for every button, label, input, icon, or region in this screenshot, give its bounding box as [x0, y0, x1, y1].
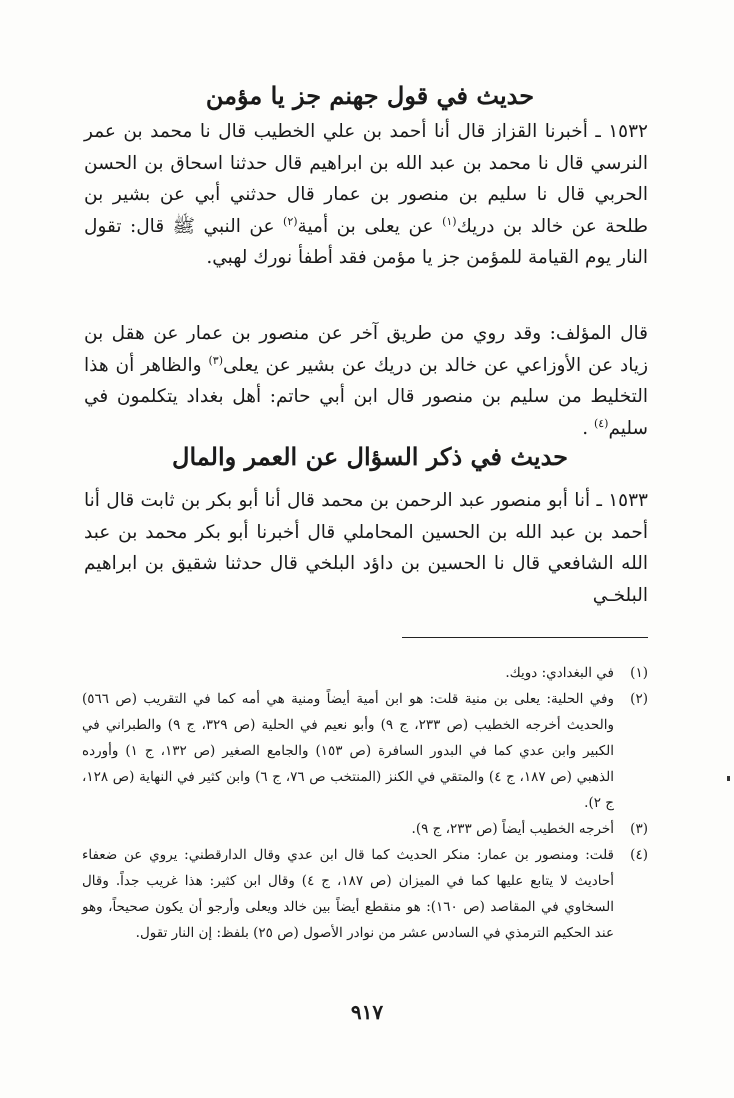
footnote-2: [82, 686, 648, 816]
section-heading-1: حديث في قول جهنم جز يا مؤمن: [205, 81, 535, 110]
footnote-text: أخرجه الخطيب أيضاً (ص ٢٣٣، ج ٩).: [411, 821, 614, 837]
footnote-ref-1: (١): [442, 214, 457, 228]
author-comment-text-c: .: [582, 417, 594, 439]
footnote-ref-4: (٤): [593, 416, 609, 430]
author-comment-paragraph: [84, 318, 648, 444]
footnotes: [82, 660, 648, 946]
footnote-text: وفي الحلية: يعلى بن منية قلت: هو ابن أمية أيضاً ومنية هي أمه كما في التقريب (ص ٥٦٦) والحديث أخرجه الخطيب (ص ٢٣٣، ج ٩) وأبو نعيم في الحلية (ص ٣٢٩، ج ٩) والطبراني في الكبير وابن عدي كما في البدور السافرة (ص ١٥٣) والجامع الصغير (ص ١٣٢، ج ١) وأورده الذهبي (ص ١٨٧، ج ٤) والمتقي في الكنز (المنتخب ص ٧٦، ج ٦) وابن كثير في النهاية (ص ١٢٨، ج ٢).: [82, 691, 615, 811]
footnote-number: (٣): [630, 821, 648, 837]
footnote-ref-3: (٣): [208, 353, 223, 367]
footnote-number: (٤): [630, 847, 648, 863]
page-number: ٩١٧: [350, 1000, 384, 1024]
hadith-1533-paragraph: ١٥٣٣ ـ أنا أبو منصور عبد الرحمن بن محمد قال أنا أبو بكر بن ثابت قال أنا أحمد بن عبد الله بن الحسين المحاملي قال أخبرنا أبو بكر محمد بن عبد الله الشافعي قال نا الحسين بن داؤد البلخي قال حدثنا شقيق بن ابراهيم البلخـي: [84, 490, 648, 606]
footnote-number: (٢): [630, 691, 648, 707]
author-comment-text-a: قال المؤلف: وقد روي من طريق آخر عن منصور بن عمار عن هقل بن زياد عن الأوزاعي عن خالد بن دريك عن بشير عن يعلى: [84, 323, 649, 376]
footnote-1: [82, 660, 648, 686]
footnote-divider: [402, 637, 648, 638]
author-comment-text-b: والظاهر أن هذا التخليط من سليم بن منصور قال ابن أبي حاتم: أهل بغداد يتكلمون في سليم: [84, 354, 648, 439]
section-heading-2: حديث في ذكر السؤال عن العمر والمال: [172, 442, 568, 471]
footnote-text: في البغدادي: دويك.: [505, 665, 614, 681]
hadith-1532-paragraph: [84, 116, 648, 274]
footnote-number: (١): [630, 665, 648, 681]
footnote-4: [82, 842, 648, 946]
margin-mark: [727, 776, 730, 781]
hadith-1532-text-c: عن النبي ﷺ قال: تقول النار يوم القيامة للمؤمن جز يا مؤمن فقد أطفأ نورك لهبي.: [84, 215, 648, 268]
footnote-3: [82, 816, 648, 842]
footnote-text: قلت: ومنصور بن عمار: منكر الحديث كما قال ابن عدي وقال الدارقطني: يروي عن ضعفاء أحاديث لا يتابع عليها كما في الميزان (ص ١٨٧، ج ٤) وقال ابن كثير: هذا غريب جداً. وقال السخاوي في المقاصد (ص ١٦٠): هو منقطع أيضاً بين خالد ويعلى وأرجو أن يكون صحيحاً، وهو عند الحكيم الترمذي في السادس عشر من نوادر الأصول (ص ٢٥) بلفظ: إن النار تقول.: [82, 847, 614, 941]
hadith-1532-text-b: عن يعلى بن أمية: [297, 215, 443, 237]
hadith-1532-text-a: ١٥٣٢ ـ أخبرنا القزاز قال أنا أحمد بن علي الخطيب قال نا محمد بن عمر النرسي قال نا محمد بن عبد الله بن ابراهيم قال حدثنا اسحاق بن الحسن الحربي قال نا سليم بن منصور بن عمار قال حدثني أبي عن بشير بن طلحة عن خالد بن دريك: [84, 121, 649, 237]
footnote-ref-2: (٢): [283, 214, 298, 228]
